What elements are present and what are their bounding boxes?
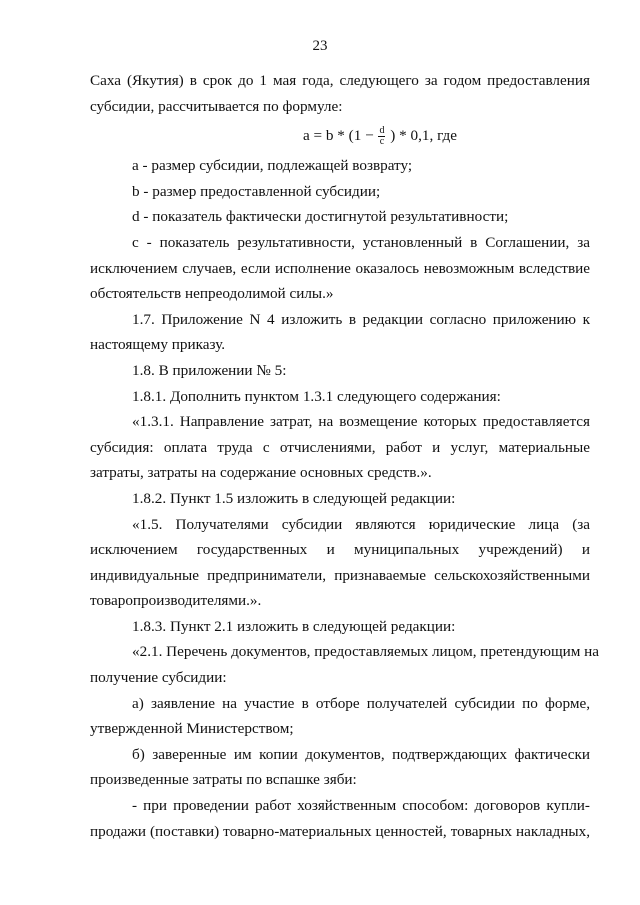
text-line: исключением случаев, если исполнение оказалось невозможным вследствие — [90, 259, 590, 277]
fraction-denominator: c — [379, 136, 385, 148]
text-line: произведенные затраты по вспашке зяби: — [90, 771, 357, 789]
text-line: получение субсидии: — [90, 669, 227, 687]
text-line: б) заверенные им копии документов, подтверждающих фактически — [132, 745, 590, 763]
text-line: Саха (Якутия) в срок до 1 мая года, следующего за годом предоставления — [90, 72, 590, 89]
fraction-numerator: d — [379, 125, 385, 137]
text-line: «1.5. Получателями субсидии являются юридические лица (за — [132, 515, 590, 533]
text-line: 1.7. Приложение N 4 изложить в редакции согласно приложению к — [132, 310, 590, 328]
text-line: а) заявление на участие в отборе получателей субсидии по форме, — [132, 694, 590, 712]
text-line: индивидуальные предприниматели, признаваемые сельскохозяйственными — [90, 566, 590, 584]
text-line: «1.3.1. Направление затрат, на возмещение которых предоставляется — [132, 413, 590, 431]
formula-fraction — [378, 126, 385, 147]
formula — [90, 119, 590, 153]
text-line: утвержденной Министерством; — [90, 720, 294, 738]
text-line: 1.8.1. Дополнить пунктом 1.3.1 следующего содержания: — [132, 387, 501, 405]
text-line: затраты, затраты на содержание основных средств.». — [90, 464, 432, 482]
text-line: c - показатель результативности, установленный в Соглашении, за — [132, 233, 590, 251]
text-line: a - размер субсидии, подлежащей возврату; — [132, 157, 413, 175]
text-line: настоящему приказу. — [90, 336, 226, 354]
formula-right: ) * 0,1, где — [390, 127, 458, 145]
text-line: 1.8. В приложении № 5: — [132, 361, 287, 379]
page-number: 23 — [312, 38, 328, 54]
text-line: субсидии, рассчитывается по формуле: — [90, 97, 343, 115]
text-line: исключением государственных и муниципальных учреждений) и — [90, 541, 590, 559]
formula-left: a = b * (1 − — [302, 127, 374, 145]
text-line: 1.8.2. Пункт 1.5 изложить в следующей редакции: — [132, 489, 456, 507]
text-line: b - размер предоставленной субсидии; — [132, 182, 381, 200]
text-line: - при проведении работ хозяйственным способом: договоров купли- — [132, 797, 590, 815]
text-line: субсидия: оплата труда с отчислениями, работ и услуг, материальные — [90, 438, 590, 456]
text-line: товаропроизводителями.». — [90, 592, 262, 610]
text-line: обстоятельств непреодолимой силы.» — [90, 285, 334, 303]
text-line: 1.8.3. Пункт 2.1 изложить в следующей редакции: — [132, 617, 456, 635]
document-body — [90, 68, 600, 844]
text-line: d - показатель фактически достигнутой результативности; — [132, 208, 509, 226]
text-line: «2.1. Перечень документов, предоставляемых лицом, претендующим на — [132, 643, 600, 661]
text-line: продажи (поставки) товарно-материальных ценностей, товарных накладных, — [90, 822, 590, 840]
